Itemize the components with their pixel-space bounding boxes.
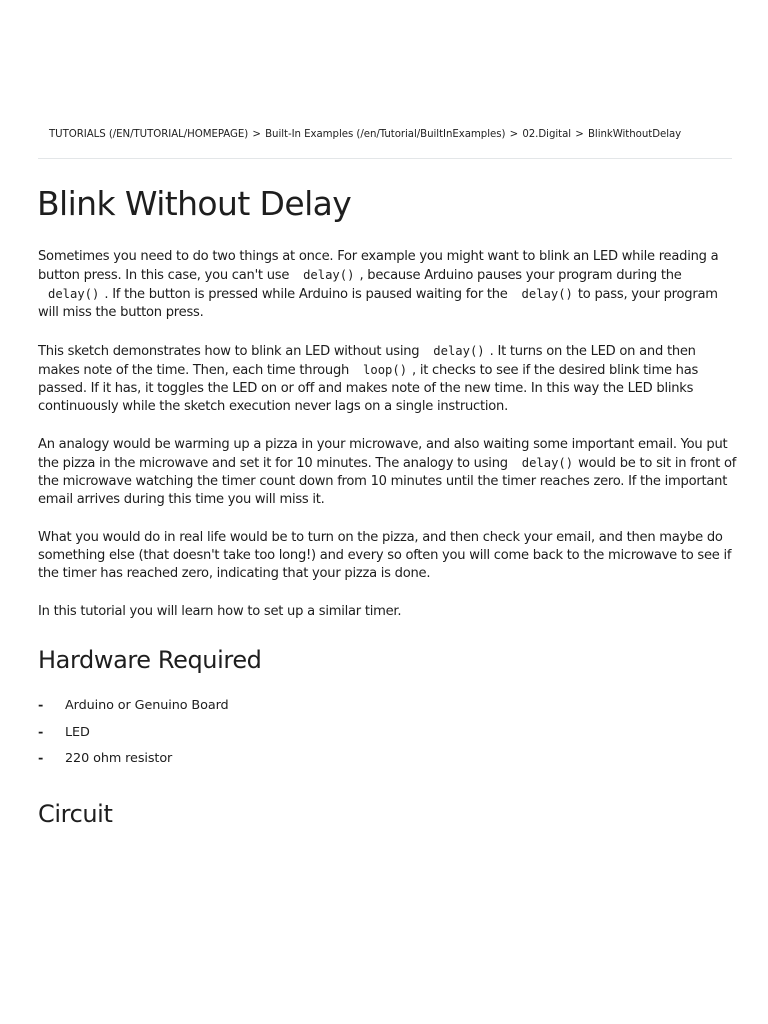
list-item-text: LED (65, 724, 90, 740)
inline-code-delay: delay() (303, 268, 355, 282)
sketch-description-paragraph (38, 342, 738, 416)
inline-code-delay: delay() (433, 344, 485, 358)
paragraph-text: . It turns on the LED on and then makes note of the time. Then, each time through (38, 344, 696, 378)
breadcrumb (49, 129, 749, 140)
inline-code-loop: loop() (363, 363, 408, 377)
breadcrumb-link-tutorials[interactable]: TUTORIALS (/EN/TUTORIAL/HOMEPAGE) (49, 129, 249, 140)
intro-paragraph (38, 248, 738, 322)
breadcrumb-link-built-in-examples[interactable]: Built-In Examples (/en/Tutorial/BuiltInExamples) (265, 129, 506, 140)
paragraph-text: , because Arduino pauses your program during the (359, 268, 682, 283)
page-title: Blink Without Delay (37, 184, 352, 223)
bullet-dash: - (38, 724, 44, 740)
paragraph-text: This sketch demonstrates how to blink an LED without using (38, 344, 420, 359)
list-item-text: 220 ohm resistor (65, 751, 173, 766)
tutorial-goal-paragraph: In this tutorial you will learn how to set up a similar timer. (38, 604, 402, 619)
article-body (38, 248, 738, 641)
bullet-dash: - (38, 698, 44, 713)
hardware-required-heading: Hardware Required (38, 646, 262, 674)
circuit-heading: Circuit (38, 800, 113, 828)
paragraph-text: , it checks to see if the desired blink time has passed. If it has, it toggles the LED on or off and makes note of the new time. In this way the LED blinks continuously while the sketch execution never lags on a single instruction. (38, 363, 699, 414)
breadcrumb-separator: > (252, 129, 261, 140)
paragraph-text: Sometimes you need to do two things at once. For example you might want to blink an LED while reading a button press. In this case, you can't use (38, 249, 719, 283)
breadcrumb-divider (38, 158, 732, 159)
paragraph-text: An analogy would be warming up a pizza in your microwave, and also waiting some important email. You put the pizza in the microwave and set it for 10 minutes. The analogy to using (38, 437, 728, 471)
breadcrumb-current-page: BlinkWithoutDelay (587, 129, 682, 140)
real-life-paragraph: What you would do in real life would be to turn on the pizza, and then check your email, and then maybe do something else (that doesn't take too long!) and every so often you will come back to the microwave to see if the timer has reached zero, indicating that your pizza is done. (38, 530, 732, 581)
list-item-text: Arduino or Genuino Board (65, 698, 229, 713)
paragraph-text: . If the button is pressed while Arduino is paused waiting for the (104, 287, 508, 302)
bullet-dash: - (38, 751, 44, 766)
breadcrumb-separator: > (575, 129, 584, 140)
breadcrumb-link-digital[interactable]: 02.Digital (522, 129, 572, 140)
breadcrumb-separator: > (509, 129, 519, 140)
inline-code-delay: delay() (521, 287, 573, 301)
paragraph-text: would be to sit in front of the microwave watching the timer count down from 10 minutes until the timer reaches zero. If the important email arrives during this time you will miss it. (38, 456, 737, 507)
analogy-paragraph (38, 436, 738, 509)
paragraph-text: to pass, your program will miss the button press. (38, 287, 718, 320)
inline-code-delay: delay() (521, 456, 574, 470)
inline-code-delay: delay() (48, 287, 100, 301)
